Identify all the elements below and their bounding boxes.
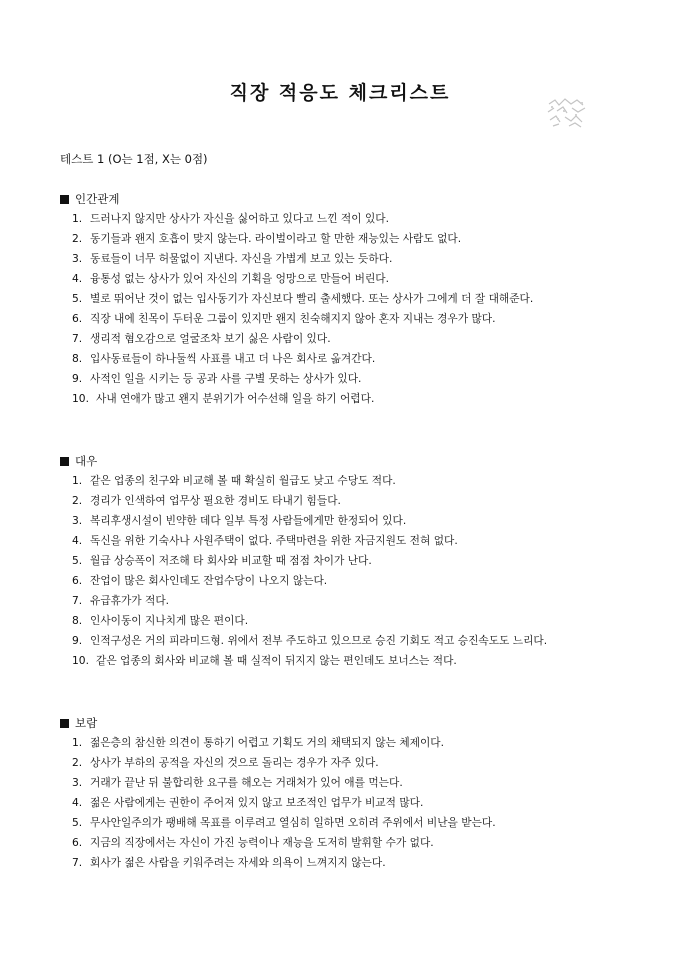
- checklist-item: [60, 591, 640, 611]
- checklist-item: [60, 571, 640, 591]
- item-number: 7.: [72, 856, 83, 869]
- item-number: 1.: [72, 474, 83, 487]
- section-heading-label: 인간관계: [75, 192, 120, 206]
- checklist-item: [60, 833, 640, 853]
- checklist-item: [60, 853, 640, 873]
- item-number: 2.: [72, 494, 83, 507]
- square-bullet-icon: [60, 457, 69, 466]
- item-text: 잔업이 많은 회사인데도 잔업수당이 나오지 않는다.: [90, 574, 328, 587]
- checklist-item: [60, 289, 640, 309]
- item-number: 6.: [72, 312, 83, 325]
- item-text: 복리후생시설이 빈약한 데다 일부 특정 사람들에게만 한정되어 있다.: [90, 514, 407, 527]
- square-bullet-icon: [60, 195, 69, 204]
- item-number: 10.: [72, 654, 89, 667]
- checklist-item: [60, 349, 640, 369]
- item-text: 유급휴가가 적다.: [90, 594, 170, 607]
- item-text: 상사가 부하의 공적을 자신의 것으로 돌리는 경우가 자주 있다.: [90, 756, 379, 769]
- item-number: 3.: [72, 514, 83, 527]
- faded-stamp-mark: [545, 96, 589, 130]
- checklist-item: [60, 651, 640, 671]
- item-number: 1.: [72, 736, 83, 749]
- section-fulfillment: [60, 713, 640, 873]
- section-heading-label: 대우: [75, 454, 98, 468]
- item-text: 드러나지 않지만 상사가 자신을 싫어하고 있다고 느낀 적이 있다.: [90, 212, 390, 225]
- item-number: 3.: [72, 776, 83, 789]
- item-text: 젊은층의 참신한 의견이 통하기 어렵고 기획도 거의 채택되지 않는 체제이다.: [90, 736, 445, 749]
- checklist: [60, 471, 640, 671]
- checklist-item: [60, 229, 640, 249]
- checklist-item: [60, 209, 640, 229]
- item-text: 젊은 사람에게는 권한이 주어져 있지 않고 보조적인 업무가 비교적 많다.: [90, 796, 424, 809]
- checklist-item: [60, 249, 640, 269]
- item-text: 인적구성은 거의 피라미드형. 위에서 전부 주도하고 있으므로 승진 기회도 적고 승진속도도 느리다.: [90, 634, 548, 647]
- item-number: 5.: [72, 292, 83, 305]
- checklist-item: [60, 753, 640, 773]
- section-compensation: [60, 451, 640, 671]
- section-relationships: [60, 189, 640, 409]
- square-bullet-icon: [60, 719, 69, 728]
- checklist-item: [60, 813, 640, 833]
- item-text: 사내 연애가 많고 왠지 분위기가 어수선해 일을 하기 어렵다.: [96, 392, 375, 405]
- item-text: 생리적 혐오감으로 얼굴조차 보기 싫은 사람이 있다.: [90, 332, 331, 345]
- item-text: 인사이동이 지나치게 많은 편이다.: [90, 614, 249, 627]
- item-number: 8.: [72, 352, 83, 365]
- checklist-item: [60, 329, 640, 349]
- item-text: 동료들이 너무 허물없이 지낸다. 자신을 가볍게 보고 있는 듯하다.: [90, 252, 393, 265]
- checklist: [60, 209, 640, 409]
- item-number: 10.: [72, 392, 89, 405]
- item-number: 4.: [72, 796, 83, 809]
- checklist-item: [60, 773, 640, 793]
- checklist-item: [60, 511, 640, 531]
- item-text: 같은 업종의 친구와 비교해 볼 때 확실히 월급도 낮고 수당도 적다.: [90, 474, 396, 487]
- item-text: 동기들과 왠지 호흡이 맞지 않는다. 라이벌이라고 할 만한 재능있는 사람도 없다.: [90, 232, 462, 245]
- checklist-item: [60, 611, 640, 631]
- item-text: 무사안일주의가 팽배해 목표를 이루려고 열심히 일하면 오히려 주위에서 비난을 받는다.: [90, 816, 496, 829]
- item-number: 7.: [72, 594, 83, 607]
- checklist-item: [60, 269, 640, 289]
- item-number: 4.: [72, 534, 83, 547]
- item-number: 5.: [72, 554, 83, 567]
- item-number: 2.: [72, 232, 83, 245]
- checklist: [60, 733, 640, 873]
- item-text: 사적인 일을 시키는 등 공과 사를 구별 못하는 상사가 있다.: [90, 372, 362, 385]
- checklist-item: [60, 631, 640, 651]
- item-text: 거래가 끝난 뒤 불합리한 요구를 해오는 거래처가 있어 애를 먹는다.: [90, 776, 403, 789]
- checklist-item: [60, 471, 640, 491]
- item-number: 9.: [72, 372, 83, 385]
- item-number: 9.: [72, 634, 83, 647]
- checklist-item: [60, 531, 640, 551]
- checklist-item: [60, 793, 640, 813]
- item-text: 경리가 인색하여 업무상 필요한 경비도 타내기 힘들다.: [90, 494, 341, 507]
- document-title: 직장 적응도 체크리스트: [229, 82, 451, 104]
- checklist-item: [60, 369, 640, 389]
- item-text: 독신을 위한 기숙사나 사원주택이 없다. 주택마련을 위한 자금지원도 전혀 없다.: [90, 534, 458, 547]
- item-text: 융통성 없는 상사가 있어 자신의 기획을 엉망으로 만들어 버린다.: [90, 272, 390, 285]
- section-heading: [60, 713, 640, 733]
- item-number: 8.: [72, 614, 83, 627]
- item-number: 4.: [72, 272, 83, 285]
- item-number: 3.: [72, 252, 83, 265]
- section-heading: [60, 189, 640, 209]
- item-text: 직장 내에 친목이 두터운 그룹이 있지만 왠지 친숙해지지 않아 혼자 지내는 경우가 많다.: [90, 312, 496, 325]
- section-heading-label: 보람: [75, 716, 98, 730]
- checklist-item: [60, 733, 640, 753]
- item-text: 입사동료들이 하나둘씩 사표를 내고 더 나은 회사로 옮겨간다.: [90, 352, 376, 365]
- item-text: 별로 뛰어난 것이 없는 입사동기가 자신보다 빨리 출세했다. 또는 상사가 그에게 더 잘 대해준다.: [90, 292, 534, 305]
- item-text: 회사가 젊은 사람을 키워주려는 자세와 의욕이 느껴지지 않는다.: [90, 856, 386, 869]
- item-number: 7.: [72, 332, 83, 345]
- checklist-item: [60, 309, 640, 329]
- item-number: 6.: [72, 574, 83, 587]
- item-number: 2.: [72, 756, 83, 769]
- item-number: 5.: [72, 816, 83, 829]
- item-text: 지금의 직장에서는 자신이 가진 능력이나 재능을 도저히 발휘할 수가 없다.: [90, 836, 434, 849]
- checklist-item: [60, 389, 640, 409]
- section-heading: [60, 451, 640, 471]
- test-instruction: 테스트 1 (O는 1점, X는 0점): [60, 152, 208, 166]
- item-text: 같은 업종의 회사와 비교해 볼 때 실적이 뒤지지 않는 편인데도 보너스는 적다.: [96, 654, 457, 667]
- checklist-item: [60, 551, 640, 571]
- item-text: 월급 상승폭이 저조해 타 회사와 비교할 때 점점 차이가 난다.: [90, 554, 372, 567]
- item-number: 1.: [72, 212, 83, 225]
- checklist-item: [60, 491, 640, 511]
- item-number: 6.: [72, 836, 83, 849]
